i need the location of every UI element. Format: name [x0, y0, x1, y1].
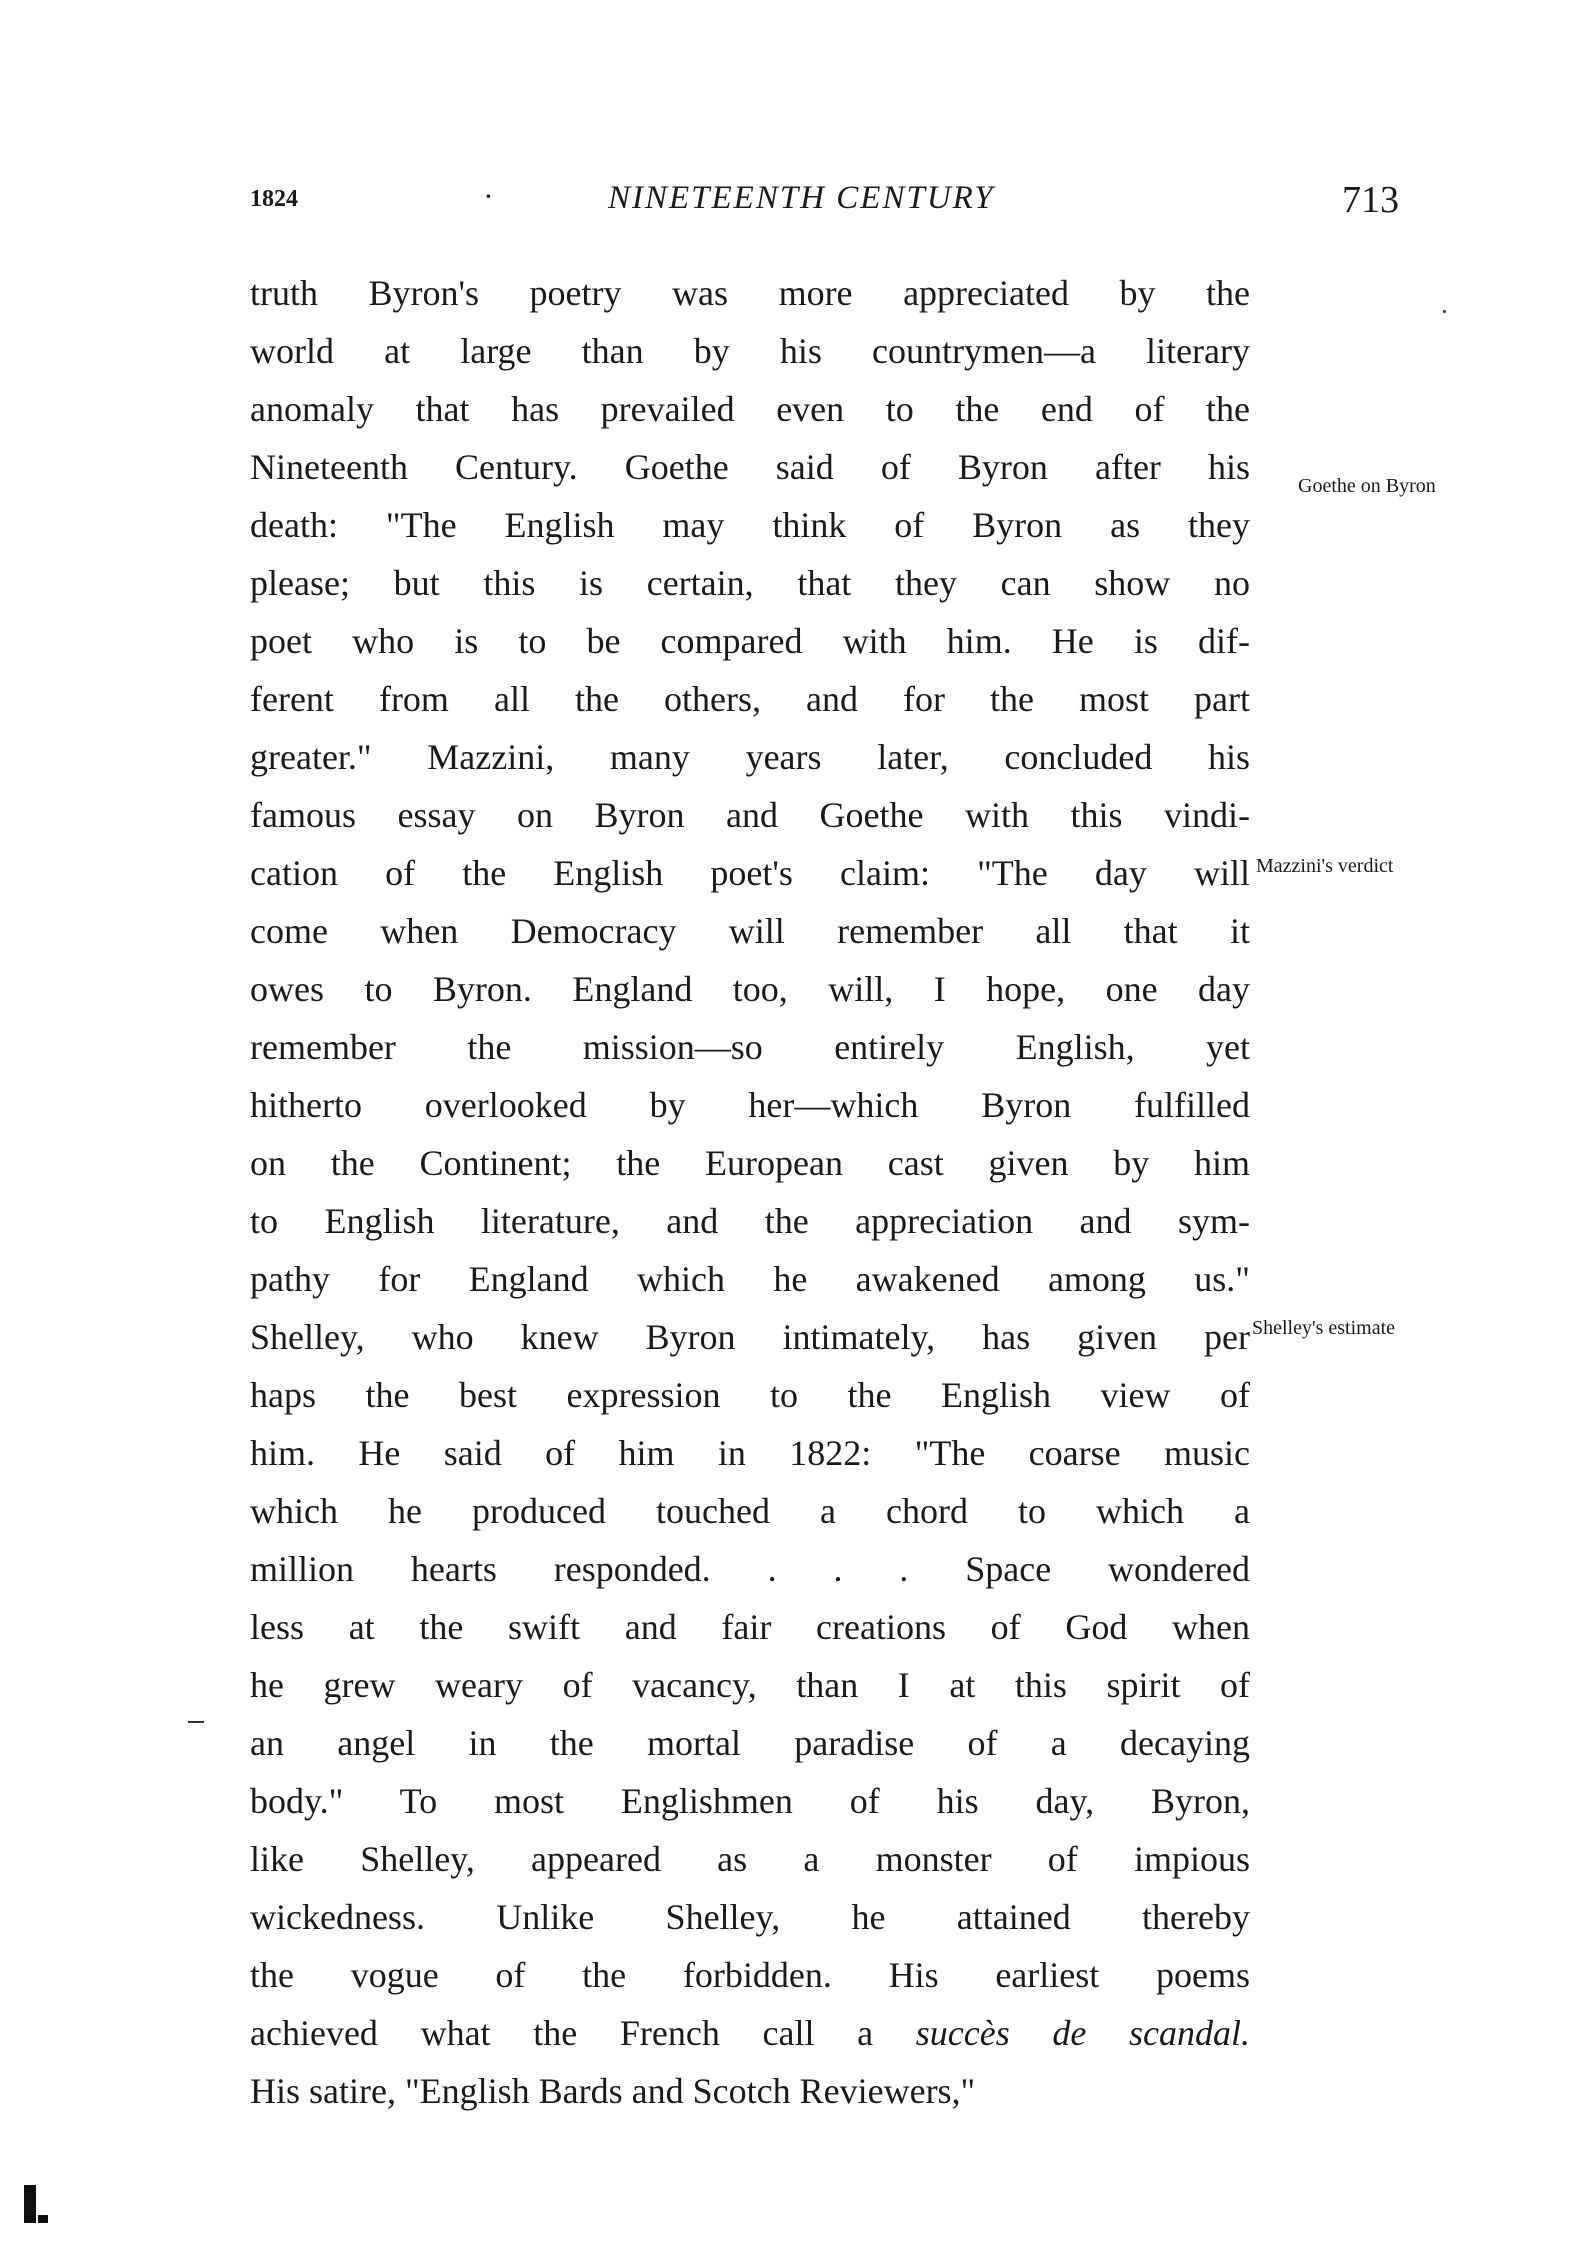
- text-line: haps the best expression to the English view of: [250, 1375, 1250, 1415]
- text-line: him. He said of him in 1822: "The coarse music: [250, 1433, 1250, 1473]
- text-line: to English literature, and the appreciation and sym-: [250, 1201, 1250, 1241]
- text-line: pathy for England which he awakened among us.": [250, 1259, 1250, 1299]
- text-line: remember the mission—so entirely English, yet: [250, 1027, 1250, 1067]
- text-line: ferent from all the others, and for the most part: [250, 679, 1250, 719]
- text-line: poet who is to be compared with him. He is dif-: [250, 621, 1250, 661]
- italic-phrase: succès de scandal.: [915, 2013, 1250, 2053]
- text-line: Shelley, who knew Byron intimately, has given per: [250, 1317, 1250, 1357]
- text-line: famous essay on Byron and Goethe with this vindi-: [250, 795, 1250, 835]
- text-line: cation of the English poet's claim: "The day will: [250, 853, 1250, 893]
- text-line: the vogue of the forbidden. His earliest poems: [250, 1955, 1250, 1995]
- text-line-italic-phrase: [250, 2004, 1250, 2062]
- text-line: greater." Mazzini, many years later, concluded his: [250, 737, 1250, 777]
- text-line: wickedness. Unlike Shelley, he attained thereby: [250, 1897, 1250, 1937]
- speck-mark: [1443, 310, 1446, 313]
- text-line: which he produced touched a chord to which a: [250, 1491, 1250, 1531]
- text-line: body." To most Englishmen of his day, Byron,: [250, 1781, 1250, 1821]
- text-line: million hearts responded. . . . Space wondered: [250, 1549, 1250, 1589]
- binding-mark-tick: [38, 2215, 48, 2223]
- text-line: Nineteenth Century. Goethe said of Byron after his: [250, 447, 1250, 487]
- text-line: please; but this is certain, that they can show no: [250, 563, 1250, 603]
- text-line: truth Byron's poetry was more appreciated by the: [250, 273, 1250, 313]
- text-fragment: achieved what the French call a: [250, 2013, 916, 2053]
- margin-dash-mark: [188, 1721, 204, 1723]
- margin-note-shelley: Shelley's estimate: [1252, 1317, 1396, 1339]
- text-line-last: His satire, "English Bards and Scotch Reviewers,": [250, 2071, 976, 2111]
- margin-note-goethe: Goethe on Byron: [1298, 475, 1436, 497]
- text-line: anomaly that has prevailed even to the end of the: [250, 389, 1250, 429]
- header-mark: ·: [484, 180, 493, 213]
- text-line: like Shelley, appeared as a monster of impious: [250, 1839, 1250, 1879]
- header-year: 1824: [250, 186, 298, 212]
- binding-mark-bar: [24, 2185, 36, 2223]
- page-number: 713: [1342, 179, 1399, 221]
- binding-mark: [24, 2185, 54, 2227]
- running-header: [0, 180, 1581, 230]
- margin-note-mazzini: Mazzini's verdict: [1256, 855, 1394, 877]
- text-line: world at large than by his countrymen—a literary: [250, 331, 1250, 371]
- text-line: owes to Byron. England too, will, I hope, one day: [250, 969, 1250, 1009]
- text-line: he grew weary of vacancy, than I at this spirit of: [250, 1665, 1250, 1705]
- body-text: [250, 264, 1250, 2120]
- running-title: NINETEENTH CENTURY: [608, 180, 995, 216]
- text-line: come when Democracy will remember all that it: [250, 911, 1250, 951]
- text-line: less at the swift and fair creations of God when: [250, 1607, 1250, 1647]
- text-line: an angel in the mortal paradise of a decaying: [250, 1723, 1250, 1763]
- text-line: on the Continent; the European cast given by him: [250, 1143, 1250, 1183]
- text-line: death: "The English may think of Byron as they: [250, 505, 1250, 545]
- text-line: hitherto overlooked by her—which Byron fulfilled: [250, 1085, 1250, 1125]
